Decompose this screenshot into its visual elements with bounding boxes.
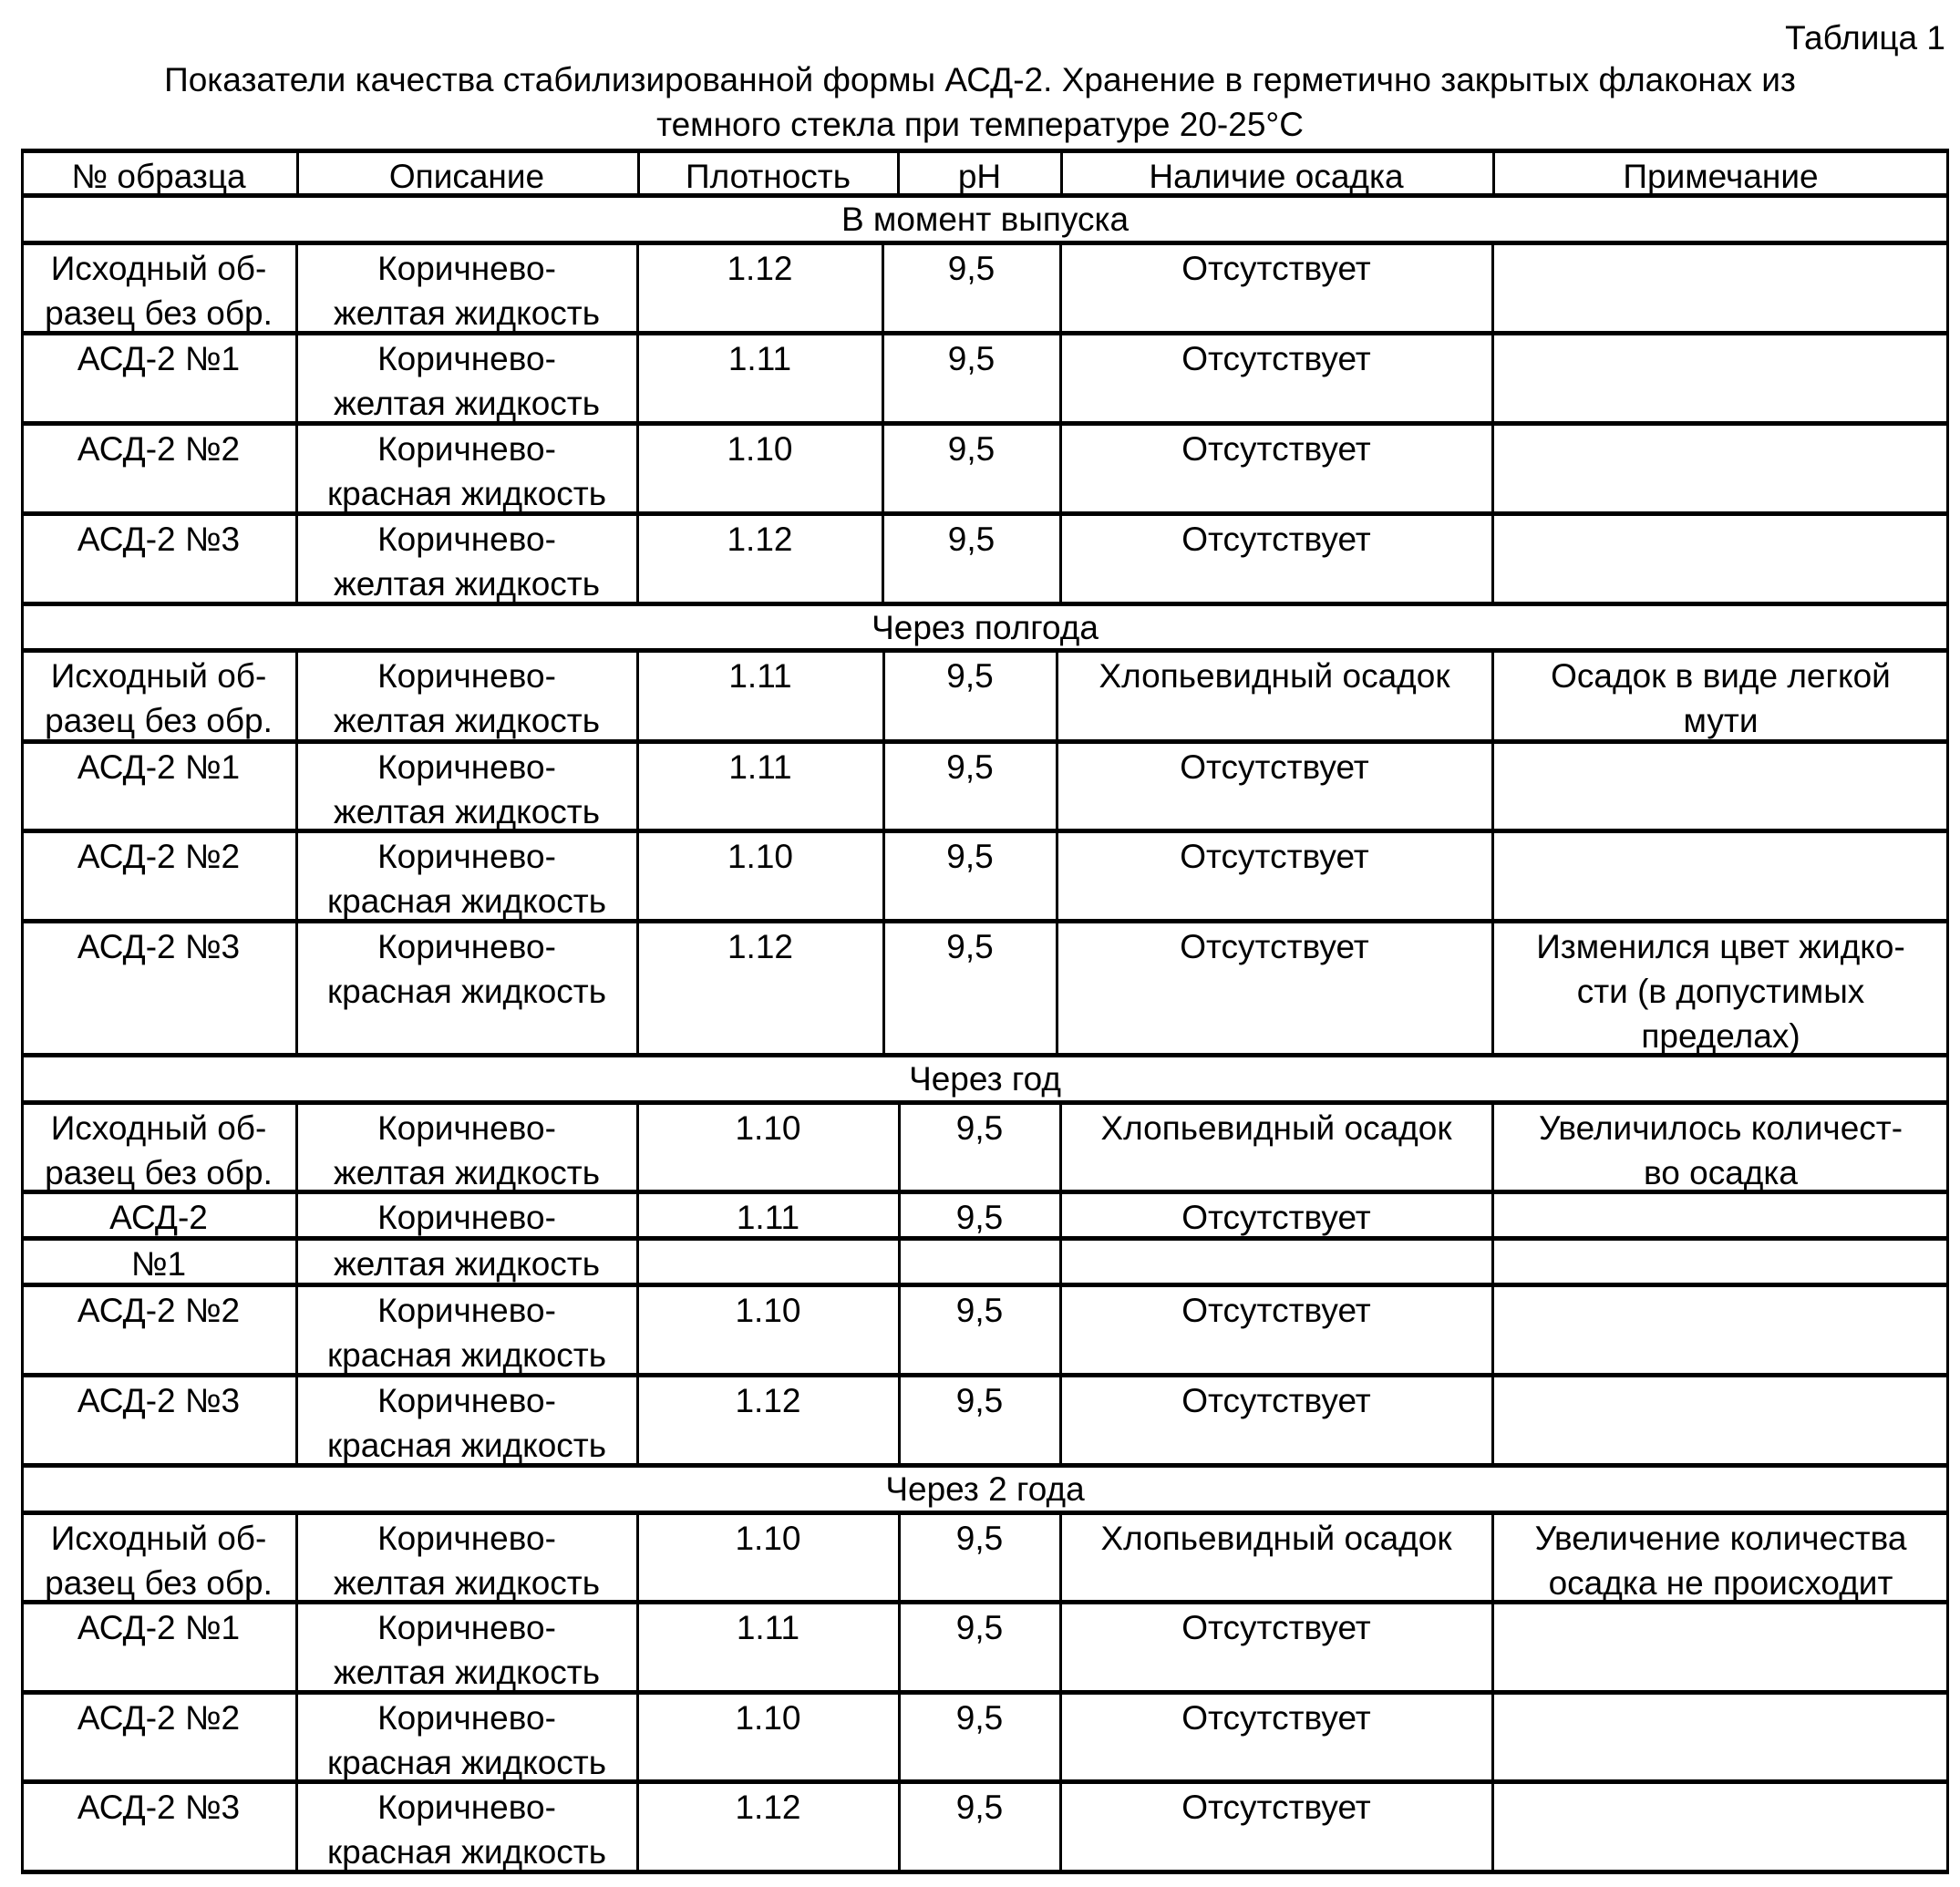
column-divider <box>1491 1102 1494 1191</box>
column-divider <box>636 1375 639 1465</box>
column-divider <box>295 830 298 921</box>
header-column-divider <box>296 149 299 195</box>
cell-ph: 9,5 <box>899 1193 1060 1240</box>
cell-sample: Исходный об- разец без обр. <box>21 1514 296 1605</box>
cell-sediment: Отсутствует <box>1057 743 1492 789</box>
cell-sample: АСД-2 №2 <box>21 1286 296 1333</box>
cell-sample: АСД-2 №2 <box>21 425 296 471</box>
column-divider <box>636 1102 639 1191</box>
cell-sample: АСД-2 №1 <box>21 743 296 789</box>
cell-sediment: Отсутствует <box>1057 923 1492 969</box>
column-divider <box>1491 1781 1494 1872</box>
cell-ph: 9,5 <box>899 1783 1060 1830</box>
column-divider <box>1059 1375 1062 1465</box>
column-divider <box>882 242 884 333</box>
column-divider <box>295 242 298 333</box>
cell-sample: АСД-2 №3 <box>21 923 296 969</box>
cell-ph: 9,5 <box>882 335 1060 381</box>
column-divider <box>295 1512 298 1602</box>
cell-ph: 9,5 <box>899 1104 1060 1150</box>
cell-sediment: Отсутствует <box>1060 1783 1492 1830</box>
cell-sediment: Отсутствует <box>1060 425 1492 471</box>
cell-sample: Исходный об- разец без обр. <box>21 1104 296 1195</box>
column-divider <box>882 830 885 921</box>
cell-note <box>1492 515 1949 517</box>
cell-note: Изменился цвет жидко- сти (в допустимых пределах) <box>1492 923 1949 1058</box>
column-divider <box>636 741 639 830</box>
column-divider <box>295 1191 298 1238</box>
cell-ph: 9,5 <box>883 923 1057 969</box>
column-divider <box>295 650 298 741</box>
column-divider <box>882 513 884 603</box>
section-title: Через 2 года <box>21 1467 1949 1511</box>
cell-sample: АСД-2 №1 <box>21 1603 296 1650</box>
cell-density <box>637 1240 899 1242</box>
section-title: Через год <box>21 1057 1949 1101</box>
cell-sediment: Отсутствует <box>1060 515 1492 562</box>
column-divider <box>898 1781 901 1872</box>
column-divider <box>1059 513 1062 603</box>
column-divider <box>636 1781 639 1872</box>
cell-ph: 9,5 <box>883 743 1057 789</box>
column-divider <box>1059 333 1062 423</box>
column-header-sample: № образца <box>21 152 296 199</box>
column-divider <box>1491 1375 1494 1465</box>
cell-sediment: Хлопьевидный осадок <box>1057 652 1492 698</box>
column-divider <box>1491 242 1494 333</box>
cell-density: 1.12 <box>637 515 882 562</box>
column-divider <box>636 1692 639 1781</box>
cell-density: 1.10 <box>637 425 882 471</box>
column-divider <box>636 830 639 921</box>
column-divider <box>898 1284 901 1375</box>
cell-sediment: Отсутствует <box>1060 244 1492 291</box>
cell-note <box>1492 335 1949 336</box>
column-divider <box>1491 423 1494 513</box>
column-divider <box>1059 423 1062 513</box>
cell-ph: 9,5 <box>882 244 1060 291</box>
column-divider <box>295 1781 298 1872</box>
cell-sample: АСД-2 №3 <box>21 515 296 562</box>
cell-sample: АСД-2 №2 <box>21 832 296 879</box>
table-number: Таблица 1 <box>1785 18 1945 58</box>
cell-description: Коричнево- красная жидкость <box>296 1286 637 1377</box>
header-column-divider <box>1060 149 1063 195</box>
cell-sample: АСД-2 №3 <box>21 1377 296 1423</box>
cell-description: Коричнево- красная жидкость <box>296 923 637 1014</box>
column-divider <box>295 333 298 423</box>
cell-description: Коричнево- красная жидкость <box>296 1783 637 1874</box>
column-divider <box>1059 1238 1062 1284</box>
column-divider <box>1059 1781 1062 1872</box>
cell-description: Коричнево- желтая жидкость <box>296 1514 637 1605</box>
column-divider <box>636 513 639 603</box>
quality-table <box>21 149 1949 1872</box>
cell-sediment: Отсутствует <box>1057 832 1492 879</box>
section-title: Через полгода <box>21 605 1949 650</box>
cell-description: Коричнево- желтая жидкость <box>296 335 637 426</box>
column-divider <box>636 1191 639 1238</box>
cell-density: 1.12 <box>637 1783 899 1830</box>
cell-note <box>1492 425 1949 427</box>
header-column-divider <box>897 149 900 195</box>
column-divider <box>1491 921 1494 1055</box>
column-divider <box>295 921 298 1055</box>
cell-density: 1.10 <box>637 1694 899 1740</box>
section-title: В момент выпуска <box>21 197 1949 242</box>
cell-note <box>1492 1783 1949 1785</box>
column-header-density: Плотность <box>637 152 899 199</box>
column-divider <box>898 1191 901 1238</box>
cell-sediment: Отсутствует <box>1060 1694 1492 1740</box>
column-divider <box>1059 1284 1062 1375</box>
cell-sediment: Отсутствует <box>1060 1377 1492 1423</box>
column-header-note: Примечание <box>1492 152 1949 199</box>
cell-ph: 9,5 <box>899 1286 1060 1333</box>
column-divider <box>1059 242 1062 333</box>
cell-sample: АСД-2 №1 <box>21 335 296 381</box>
row-bottom-border <box>21 1870 1949 1874</box>
column-header-ph: pH <box>899 152 1060 199</box>
column-header-description: Описание <box>296 152 637 199</box>
column-divider <box>1491 1512 1494 1602</box>
cell-sediment: Отсутствует <box>1060 1603 1492 1650</box>
column-divider <box>1491 513 1494 603</box>
cell-note <box>1492 1193 1949 1195</box>
column-divider <box>1059 1602 1062 1692</box>
cell-ph: 9,5 <box>883 832 1057 879</box>
column-divider <box>882 741 885 830</box>
cell-description: Коричнево- желтая жидкость <box>296 515 637 606</box>
column-divider <box>295 513 298 603</box>
column-divider <box>898 1238 901 1284</box>
column-divider <box>1059 1692 1062 1781</box>
cell-sediment: Хлопьевидный осадок <box>1060 1104 1492 1150</box>
cell-description: желтая жидкость <box>296 1240 637 1286</box>
column-divider <box>1059 1102 1062 1191</box>
cell-description: Коричнево- красная жидкость <box>296 1377 637 1468</box>
column-divider <box>1491 1191 1494 1238</box>
cell-density: 1.11 <box>637 1193 899 1240</box>
cell-sediment: Отсутствует <box>1060 1193 1492 1240</box>
cell-note: Осадок в виде легкой мути <box>1492 652 1949 743</box>
cell-density: 1.10 <box>637 1286 899 1333</box>
cell-density: 1.10 <box>637 1104 899 1150</box>
cell-note <box>1492 244 1949 246</box>
cell-note <box>1492 1286 1949 1288</box>
column-divider <box>1491 1238 1494 1284</box>
column-divider <box>295 423 298 513</box>
column-divider <box>295 1375 298 1465</box>
cell-description: Коричнево- желтая жидкость <box>296 244 637 335</box>
cell-density: 1.11 <box>637 652 883 698</box>
cell-note <box>1492 1603 1949 1605</box>
column-divider <box>1056 921 1058 1055</box>
cell-sample: АСД-2 №3 <box>21 1783 296 1830</box>
cell-sample: АСД-2 №2 <box>21 1694 296 1740</box>
table-border-top <box>21 149 1949 153</box>
column-divider <box>1491 650 1494 741</box>
cell-ph: 9,5 <box>883 652 1057 698</box>
column-divider <box>1491 333 1494 423</box>
column-divider <box>898 1602 901 1692</box>
column-divider <box>898 1512 901 1602</box>
column-divider <box>882 423 884 513</box>
column-divider <box>295 1692 298 1781</box>
cell-density: 1.11 <box>637 335 882 381</box>
column-divider <box>636 333 639 423</box>
column-divider <box>1491 741 1494 830</box>
column-divider <box>636 1284 639 1375</box>
column-divider <box>1491 1284 1494 1375</box>
column-divider <box>882 333 884 423</box>
cell-ph: 9,5 <box>899 1694 1060 1740</box>
cell-note <box>1492 743 1949 745</box>
cell-ph: 9,5 <box>882 425 1060 471</box>
column-divider <box>636 1602 639 1692</box>
column-divider <box>295 1238 298 1284</box>
cell-sample: АСД-2 <box>21 1193 296 1240</box>
column-divider <box>636 1512 639 1602</box>
cell-description: Коричнево- красная жидкость <box>296 832 637 923</box>
column-divider <box>1491 1602 1494 1692</box>
table-title-line-1: Показатели качества стабилизированной формы АСД-2. Хранение в герметично закрытых флаконах из <box>0 60 1960 100</box>
cell-description: Коричнево- красная жидкость <box>296 425 637 516</box>
column-divider <box>1056 741 1058 830</box>
cell-density: 1.12 <box>637 923 883 969</box>
cell-description: Коричнево- <box>296 1193 637 1240</box>
column-divider <box>636 1238 639 1284</box>
column-divider <box>898 1375 901 1465</box>
column-divider <box>295 1602 298 1692</box>
cell-density: 1.10 <box>637 1514 899 1561</box>
column-divider <box>295 1284 298 1375</box>
cell-note <box>1492 1240 1949 1242</box>
cell-note: Увеличение количества осадка не происходит <box>1492 1514 1949 1605</box>
column-divider <box>898 1102 901 1191</box>
cell-note <box>1492 1694 1949 1696</box>
column-divider <box>898 1692 901 1781</box>
cell-ph <box>899 1240 1060 1242</box>
cell-description: Коричнево- желтая жидкость <box>296 652 637 743</box>
cell-description: Коричнево- желтая жидкость <box>296 743 637 834</box>
column-divider <box>1056 830 1058 921</box>
table-title-line-2: темного стекла при температуре 20-25°С <box>0 105 1960 145</box>
cell-description: Коричнево- желтая жидкость <box>296 1104 637 1195</box>
column-divider <box>295 1102 298 1191</box>
cell-density: 1.11 <box>637 743 883 789</box>
column-divider <box>1491 830 1494 921</box>
cell-ph: 9,5 <box>882 515 1060 562</box>
column-divider <box>636 423 639 513</box>
cell-density: 1.12 <box>637 244 882 291</box>
column-divider <box>636 650 639 741</box>
cell-density: 1.11 <box>637 1603 899 1650</box>
cell-sediment: Хлопьевидный осадок <box>1060 1514 1492 1561</box>
cell-sample: №1 <box>21 1240 296 1286</box>
cell-description: Коричнево- желтая жидкость <box>296 1603 637 1695</box>
cell-sediment <box>1060 1240 1492 1242</box>
cell-sample: Исходный об- разец без обр. <box>21 652 296 743</box>
cell-density: 1.12 <box>637 1377 899 1423</box>
column-divider <box>636 242 639 333</box>
column-header-sediment: Наличие осадка <box>1060 152 1492 199</box>
column-divider <box>1491 1692 1494 1781</box>
cell-sediment: Отсутствует <box>1060 335 1492 381</box>
header-column-divider <box>1492 149 1495 195</box>
header-column-divider <box>637 149 640 195</box>
column-divider <box>1059 1512 1062 1602</box>
cell-ph: 9,5 <box>899 1377 1060 1423</box>
column-divider <box>1056 650 1058 741</box>
cell-note <box>1492 832 1949 834</box>
cell-note <box>1492 1377 1949 1378</box>
column-divider <box>882 650 885 741</box>
column-divider <box>295 741 298 830</box>
column-divider <box>1059 1191 1062 1238</box>
cell-note: Увеличилось количест- во осадка <box>1492 1104 1949 1195</box>
cell-sample: Исходный об- разец без обр. <box>21 244 296 335</box>
column-divider <box>636 921 639 1055</box>
cell-sediment: Отсутствует <box>1060 1286 1492 1333</box>
cell-description: Коричнево- красная жидкость <box>296 1694 637 1785</box>
cell-ph: 9,5 <box>899 1603 1060 1650</box>
cell-density: 1.10 <box>637 832 883 879</box>
cell-ph: 9,5 <box>899 1514 1060 1561</box>
column-divider <box>882 921 885 1055</box>
